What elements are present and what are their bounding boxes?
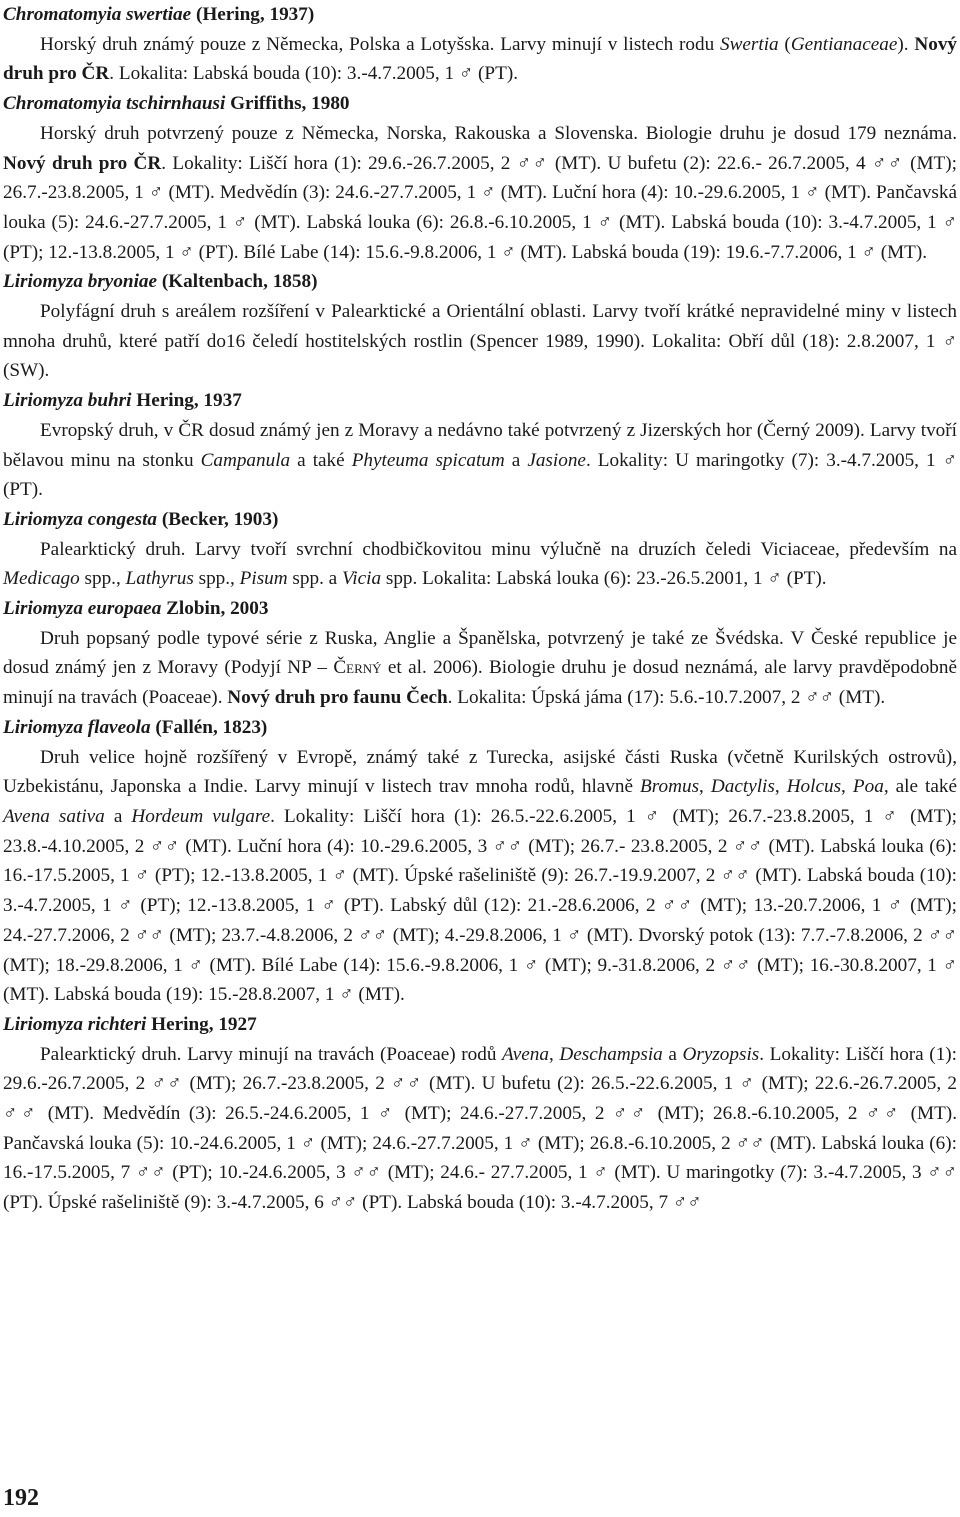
- species-heading: [3, 713, 957, 743]
- description-text: ,: [699, 776, 711, 798]
- species-author: Hering, 1927: [146, 1013, 257, 1035]
- description-text: . Lokality: U maringotky (7): 3.-4.7.2005, 1 ♂ (PT).: [3, 449, 957, 501]
- species-entry: [3, 713, 957, 1010]
- description-text: Oryzopsis: [682, 1043, 760, 1065]
- species-name: Chromatomyia tschirnhausi: [3, 93, 226, 115]
- description-text: Evropský druh, v ČR dosud známý jen z Moravy a nedávno také potvrzený z Jizerských hor (Černý 2009). Larvy tvoří bělavou minu na stonku: [3, 419, 957, 471]
- species-name: Liriomyza buhri: [3, 390, 132, 412]
- description-text: Hordeum vulgare: [131, 805, 271, 827]
- description-text: , ale také: [883, 776, 958, 798]
- species-name: Liriomyza congesta: [3, 508, 158, 530]
- species-heading: [3, 505, 957, 535]
- species-description: [3, 30, 957, 89]
- description-text: Swertia: [720, 33, 779, 55]
- description-text: Polyfágní druh s areálem rozšíření v Palearktické a Orientální oblasti. Larvy tvoří krátké nepravidelné miny v listech mnoha druhů, které patří do16 čeledí hostitelských rostlin (Spencer 1989, 1990). Lokalita: Obří důl (18): 2.8.2007, 1 ♂ (SW).: [3, 301, 957, 382]
- species-description: [3, 743, 957, 1010]
- species-entry: [3, 267, 957, 386]
- species-author: Zlobin, 2003: [161, 598, 269, 620]
- species-author: Griffiths, 1980: [225, 93, 350, 115]
- species-description: [3, 297, 957, 386]
- species-description: [3, 535, 957, 594]
- description-text: Druh velice hojně rozšířený v Evropě, známý také z Turecka, asijské části Ruska (včetně Kurilských ostrovů), Uzbekistánu, Japonska a Indie. Larvy minují v listech trav mnoha rodů, hlavně: [3, 746, 957, 798]
- description-text: Dactylis: [710, 776, 775, 798]
- species-author: (Kaltenbach, 1858): [157, 271, 318, 293]
- description-text: et al. 2006). Biologie druhu je dosud neznámá, ale larvy pravděpodobně minují na travách (Poaceae).: [3, 657, 958, 709]
- description-text: Deschampsia: [559, 1043, 663, 1065]
- species-name: Liriomyza richteri: [3, 1013, 147, 1035]
- species-heading: [3, 1010, 957, 1040]
- description-text: (: [778, 33, 791, 55]
- description-text: Nový druh pro faunu Čech: [227, 687, 448, 709]
- description-text: Phyteuma spicatum: [351, 449, 505, 471]
- description-text: Horský druh známý pouze z Německa, Polska a Lotyšska. Larvy minují v listech rodu: [40, 33, 720, 55]
- description-text: Horský druh potvrzený pouze z Německa, Norska, Rakouska a Slovenska. Biologie druhu je dosud 179 neznáma.: [40, 122, 957, 144]
- description-text: Medicago: [3, 568, 80, 590]
- species-author: (Hering, 1937): [191, 4, 315, 25]
- description-text: a: [104, 805, 132, 827]
- description-text: spp.,: [79, 568, 126, 590]
- description-text: Poa: [852, 776, 884, 798]
- species-heading: [3, 386, 957, 416]
- description-text: Lathyrus: [125, 568, 194, 590]
- description-text: . Lokalita: Labská bouda (10): 3.-4.7.2005, 1 ♂ (PT).: [109, 63, 518, 85]
- description-text: Jasione: [527, 449, 586, 471]
- page-number: 192: [3, 1485, 39, 1511]
- species-name: Liriomyza bryoniae: [3, 271, 158, 293]
- description-text: Nový druh pro ČR: [3, 33, 958, 85]
- document-page: [3, 0, 957, 1218]
- description-text: . Lokalita: Úpská jáma (17): 5.6.-10.7.2007, 2 ♂♂ (MT).: [447, 687, 886, 709]
- description-text: Gentianaceae: [790, 33, 898, 55]
- species-author: (Fallén, 1823): [150, 716, 268, 738]
- species-name: Chromatomyia swertiae: [3, 4, 192, 25]
- description-text: ).: [897, 33, 915, 55]
- description-text: Druh popsaný podle typové série z Ruska, Anglie a Španělska, potvrzený je také ze Švédska. V České republice je dosud známý jen z Moravy (Podyjí NP –: [3, 627, 957, 679]
- species-entry: [3, 505, 957, 594]
- description-text: Holcus: [786, 776, 842, 798]
- species-author: (Becker, 1903): [157, 508, 279, 530]
- species-entry: [3, 594, 957, 713]
- species-heading: [3, 594, 957, 624]
- species-description: [3, 119, 957, 268]
- description-text: spp.,: [193, 568, 240, 590]
- description-text: Campanula: [200, 449, 291, 471]
- description-text: a: [504, 449, 528, 471]
- species-entry: [3, 0, 957, 89]
- description-text: a: [662, 1043, 683, 1065]
- species-heading: [3, 0, 957, 30]
- species-name: Liriomyza flaveola: [3, 716, 151, 738]
- species-description: [3, 624, 957, 713]
- description-text: Avena: [502, 1043, 549, 1065]
- species-entry: [3, 89, 957, 267]
- description-text: a také: [290, 449, 352, 471]
- description-text: ,: [548, 1043, 560, 1065]
- species-entry: [3, 386, 957, 505]
- species-heading: [3, 267, 957, 297]
- description-text: . Lokality: Liščí hora (1): 26.5.-22.6.2005, 1 ♂ (MT); 26.7.-23.8.2005, 1 ♂ (MT); 23.8.-4.10.2005, 2 ♂♂ (MT). Luční hora (4): 10.-29.6.2005, 3 ♂♂ (MT); 26.7.- 23.8.2005, 2 ♂♂ (MT). Labská louka (6): 16.-17.5.2005, 1 ♂ (PT); 12.-13.8.2005, 1 ♂ (MT). Úpské rašeliniště (9): 26.7.-19.9.2007, 2 ♂♂ (MT). Labská bouda (10): 3.-4.7.2005, 1 ♂ (PT); 12.-13.8.2005, 1 ♂ (PT). Labský důl (12): 21.-28.6.2006, 2 ♂♂ (MT); 13.-20.7.2006, 1 ♂ (MT); 24.-27.7.2006, 2 ♂♂ (MT); 23.7.-4.8.2006, 2 ♂♂ (MT); 4.-29.8.2006, 1 ♂ (MT). Dvorský potok (13): 7.7.-7.8.2006, 2 ♂♂ (MT); 18.-29.8.2006, 1 ♂ (MT). Bílé Labe (14): 15.6.-9.8.2006, 1 ♂ (MT); 9.-31.8.2006, 2 ♂♂ (MT); 16.-30.8.2007, 1 ♂ (MT). Labská bouda (19): 15.-28.8.2007, 1 ♂ (MT).: [3, 805, 958, 1006]
- species-description: [3, 1040, 957, 1218]
- description-text: Pisum: [239, 568, 288, 590]
- description-text: Avena sativa: [3, 805, 105, 827]
- species-description: [3, 416, 957, 505]
- species-heading: [3, 89, 957, 119]
- description-text: ,: [841, 776, 853, 798]
- description-text: . Lokality: Liščí hora (1): 29.6.-26.7.2005, 2 ♂♂ (MT); 26.7.-23.8.2005, 2 ♂♂ (MT). U bufetu (2): 26.5.-22.6.2005, 1 ♂ (MT); 22.6.-26.7.2005, 2 ♂♂ (MT). Medvědín (3): 26.5.-24.6.2005, 1 ♂ (MT); 24.6.-27.7.2005, 2 ♂♂ (MT); 26.8.-6.10.2005, 2 ♂♂ (MT). Pančavská louka (5): 10.-24.6.2005, 1 ♂ (MT); 24.6.-27.7.2005, 1 ♂ (MT); 26.8.-6.10.2005, 2 ♂♂ (MT). Labská louka (6): 16.-17.5.2005, 7 ♂♂ (PT); 10.-24.6.2005, 3 ♂♂ (MT); 24.6.- 27.7.2005, 1 ♂ (MT). U maringotky (7): 3.-4.7.2005, 3 ♂♂ (PT). Úpské rašeliniště (9): 3.-4.7.2005, 6 ♂♂ (PT). Labská bouda (10): 3.-4.7.2005, 7 ♂♂: [3, 1043, 958, 1214]
- description-text: Vicia: [341, 568, 382, 590]
- description-text: spp. Lokalita: Labská louka (6): 23.-26.5.2001, 1 ♂ (PT).: [381, 568, 827, 590]
- description-text: Nový druh pro ČR: [3, 152, 162, 174]
- species-author: Hering, 1937: [131, 390, 242, 412]
- description-text: . Lokality: Liščí hora (1): 29.6.-26.7.2005, 2 ♂♂ (MT). U bufetu (2): 22.6.- 26.7.2005, 4 ♂♂ (MT); 26.7.-23.8.2005, 1 ♂ (MT). Medvědín (3): 24.6.-27.7.2005, 1 ♂ (MT). Luční hora (4): 10.-29.6.2005, 1 ♂ (MT). Pančavská louka (5): 24.6.-27.7.2005, 1 ♂ (MT). Labská louka (6): 26.8.-6.10.2005, 1 ♂ (MT). Labská bouda (10): 3.-4.7.2005, 1 ♂ (PT); 12.-13.8.2005, 1 ♂ (PT). Bílé Labe (14): 15.6.-9.8.2006, 1 ♂ (MT). Labská bouda (19): 19.6.-7.7.2006, 1 ♂ (MT).: [3, 152, 957, 263]
- species-entry: [3, 1010, 957, 1218]
- description-text: Černý: [333, 657, 382, 679]
- description-text: spp. a: [287, 568, 342, 590]
- species-name: Liriomyza europaea: [3, 598, 162, 620]
- description-text: Bromus: [640, 776, 700, 798]
- description-text: Palearktický druh. Larvy minují na travách (Poaceae) rodů: [40, 1043, 503, 1065]
- description-text: ,: [774, 776, 787, 798]
- description-text: Palearktický druh. Larvy tvoří svrchní chodbičkovitou minu výlučně na druzích čeledi Viciaceae, především na: [40, 538, 957, 560]
